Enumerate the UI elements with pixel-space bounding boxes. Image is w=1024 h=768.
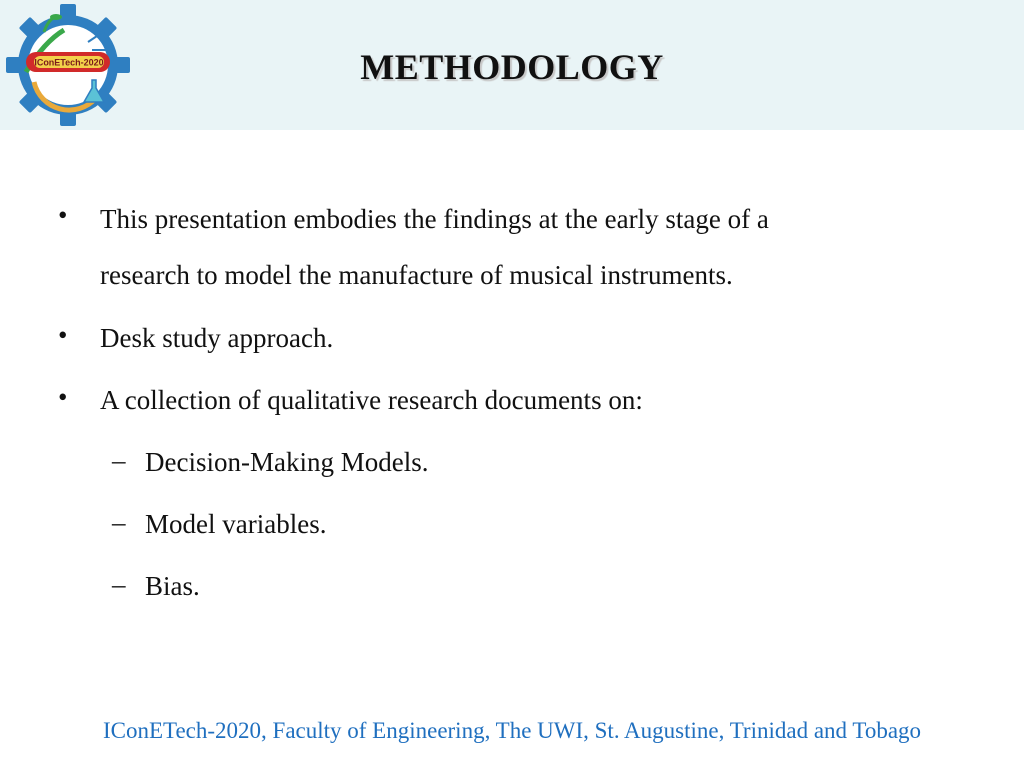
bullet-item-3: A collection of qualitative research documents on: <box>100 385 643 415</box>
bullet-marker: • <box>58 200 68 230</box>
sub-bullet-marker: – <box>112 445 126 475</box>
bullet-marker: • <box>58 320 68 350</box>
sub-bullet-item-3: Bias. <box>145 571 200 601</box>
bullet-marker: • <box>58 382 68 412</box>
slide-footer: IConETech-2020, Faculty of Engineering, The UWI, St. Augustine, Trinidad and Tobago <box>102 718 922 743</box>
bullet-item-2: Desk study approach. <box>100 323 334 353</box>
slide-title: METHODOLOGY <box>360 47 664 87</box>
logo-text: IConETech-2020 <box>34 57 104 68</box>
bullet-item-1-line-2: research to model the manufacture of musical instruments. <box>100 260 733 290</box>
bullet-item-1-line-1: This presentation embodies the findings at the early stage of a <box>100 204 769 234</box>
sub-bullet-marker: – <box>112 507 126 537</box>
sub-bullet-item-1: Decision-Making Models. <box>145 447 429 477</box>
sub-bullet-marker: – <box>112 569 126 599</box>
sub-bullet-item-2: Model variables. <box>145 509 327 539</box>
